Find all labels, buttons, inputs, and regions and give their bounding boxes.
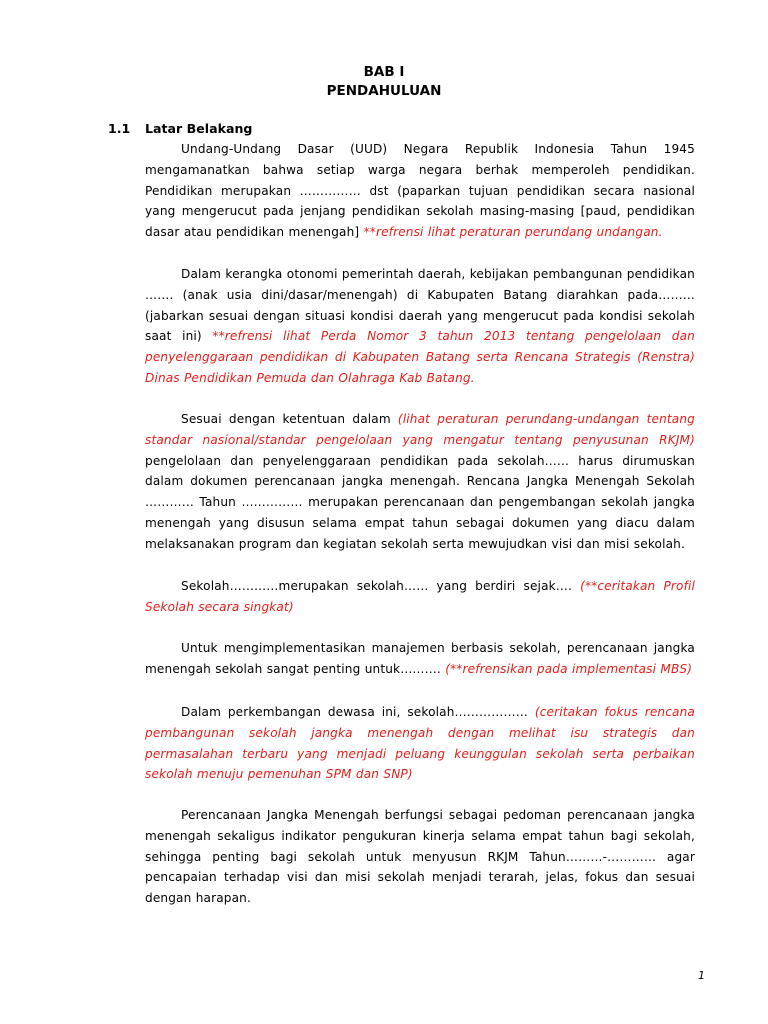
paragraph-text: Perencanaan Jangka Menengah berfungsi sebagai pedoman perencanaan jangka menengah sekaligus indikator pengukuran kinerja selama empat tahun bagi sekolah, sehingga penting bagi sekolah untuk menyusun RKJM Tahun………-………… agar pencapaian terhadap visi dan misi sekolah menjadi terarah, jelas, fokus dan sesuai dengan harapan. bbox=[145, 808, 695, 906]
paragraph-1 bbox=[145, 139, 695, 243]
paragraph-note: (**refrensikan pada implementasi MBS) bbox=[445, 661, 693, 676]
paragraph-text: Untuk mengimplementasikan manajemen berbasis sekolah, perencanaan jangka menengah sekolah sangat penting untuk………. bbox=[145, 641, 695, 676]
paragraph-text: Sekolah…………merupakan sekolah…… yang berdiri sejak…. bbox=[181, 579, 581, 593]
paragraph-5 bbox=[145, 638, 695, 680]
paragraph-text-continued: pengelolaan dan penyelenggaraan pendidikan pada sekolah…… harus dirumuskan dalam dokumen perencanaan jangka menengah. Rencana Jangka Menengah Sekolah ………… Tahun …………… merupakan perencanaan dan pengembangan sekolah jangka menengah yang disusun selama empat tahun sebagai dokumen yang diacu dalam melaksanakan program dan kegiatan sekolah serta mewujudkan visi dan misi sekolah. bbox=[145, 453, 695, 551]
paragraph-4 bbox=[145, 576, 695, 618]
paragraph-note: (ceritakan fokus rencana pembangunan sekolah jangka menengah dengan melihat isu strategis dan permasalahan terbaru yang menjadi peluang keunggulan sekolah serta perbaikan sekolah menuju pemenuhan SPM dan SNP) bbox=[145, 705, 695, 782]
section-title: Latar Belakang bbox=[145, 121, 253, 136]
section-heading bbox=[108, 120, 252, 138]
paragraph-7 bbox=[145, 805, 695, 909]
paragraph-note: (lihat peraturan perundang-undangan tentang standar nasional/standar pengelolaan yang mengatur tentang penyusunan RKJM) bbox=[145, 412, 696, 447]
paragraph-3 bbox=[145, 409, 695, 555]
paragraph-text: Sesuai dengan ketentuan dalam bbox=[181, 412, 398, 426]
chapter-heading: BAB I bbox=[363, 64, 405, 80]
paragraph-note: **refrensi lihat peraturan perundang undangan. bbox=[363, 225, 663, 240]
paragraph-text: Dalam kerangka otonomi pemerintah daerah, kebijakan pembangunan pendidikan ……. (anak usia dini/dasar/menengah) di Kabupaten Batang diarahkan pada……… (jabarkan sesuai dengan situasi kondisi daerah yang mengerucut pada kondisi sekolah saat ini) bbox=[145, 267, 695, 344]
paragraph-2 bbox=[145, 264, 695, 389]
paragraph-text: Undang-Undang Dasar (UUD) Negara Republik Indonesia Tahun 1945 mengamanatkan bahwa setiap warga negara berhak memperoleh pendidikan. Pendidikan merupakan …………… dst (paparkan tujuan pendidikan secara nasional yang mengerucut pada jenjang pendidikan sekolah masing-masing [paud, pendidikan dasar atau pendidikan menengah] bbox=[145, 142, 695, 240]
chapter-title: PENDAHULUAN bbox=[326, 83, 442, 99]
section-number: 1.1 bbox=[108, 121, 131, 136]
paragraph-note: (**ceritakan Profil Sekolah secara singkat) bbox=[145, 579, 695, 614]
paragraph-note: **refrensi lihat Perda Nomor 3 tahun 2013 tentang pengelolaan dan penyelenggaraan pendidikan di Kabupaten Batang serta Rencana Strategis (Renstra) Dinas Pendidikan Pemuda dan Olahraga Kab Batang. bbox=[145, 329, 695, 385]
page-number: 1 bbox=[698, 969, 705, 982]
paragraph-text: Dalam perkembangan dewasa ini, sekolah……………… bbox=[181, 705, 535, 719]
paragraph-6 bbox=[145, 702, 695, 785]
